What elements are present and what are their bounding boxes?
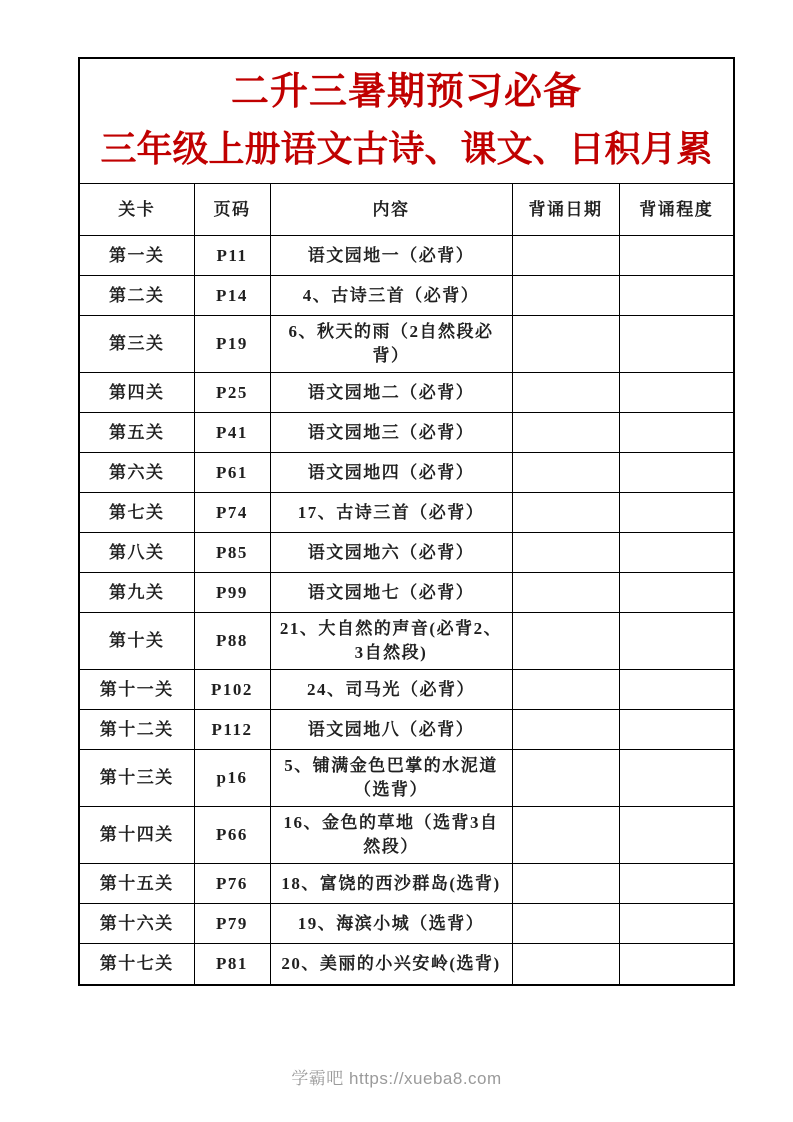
- content-cell: 24、司马光（必背）: [270, 670, 512, 710]
- date-cell: [512, 750, 619, 807]
- title-block: [80, 59, 733, 183]
- level-cell: 第十五关: [80, 864, 194, 904]
- content-cell: 语文园地二（必背）: [270, 373, 512, 413]
- degree-cell: [619, 944, 733, 984]
- level-cell: 第三关: [80, 316, 194, 373]
- date-cell: [512, 807, 619, 864]
- table-body: [80, 236, 733, 984]
- table-row: [80, 613, 733, 670]
- date-cell: [512, 904, 619, 944]
- date-cell: [512, 413, 619, 453]
- level-cell: 第五关: [80, 413, 194, 453]
- degree-cell: [619, 373, 733, 413]
- degree-cell: [619, 533, 733, 573]
- content-cell: 19、海滨小城（选背）: [270, 904, 512, 944]
- page-cell: P74: [194, 493, 270, 533]
- date-cell: [512, 276, 619, 316]
- page-cell: P76: [194, 864, 270, 904]
- header-cell-level: 关卡: [80, 184, 194, 236]
- page-cell: P66: [194, 807, 270, 864]
- level-cell: 第一关: [80, 236, 194, 276]
- table-row: [80, 453, 733, 493]
- level-cell: 第四关: [80, 373, 194, 413]
- table-row: [80, 373, 733, 413]
- header-cell-date: 背诵日期: [512, 184, 619, 236]
- page-cell: P61: [194, 453, 270, 493]
- table-row: [80, 276, 733, 316]
- table-row: [80, 493, 733, 533]
- table-row: [80, 944, 733, 984]
- date-cell: [512, 493, 619, 533]
- page-cell: P102: [194, 670, 270, 710]
- page-cell: P25: [194, 373, 270, 413]
- degree-cell: [619, 864, 733, 904]
- level-cell: 第八关: [80, 533, 194, 573]
- level-cell: 第十二关: [80, 710, 194, 750]
- degree-cell: [619, 276, 733, 316]
- level-cell: 第十七关: [80, 944, 194, 984]
- table-row: [80, 236, 733, 276]
- content-cell: 语文园地三（必背）: [270, 413, 512, 453]
- degree-cell: [619, 670, 733, 710]
- content-cell: 16、金色的草地（选背3自然段）: [270, 807, 512, 864]
- table-row: [80, 864, 733, 904]
- level-cell: 第二关: [80, 276, 194, 316]
- degree-cell: [619, 904, 733, 944]
- title-line-1: 二升三暑期预习必备: [230, 71, 582, 113]
- page-cell: P88: [194, 613, 270, 670]
- header-cell-degree: 背诵程度: [619, 184, 733, 236]
- title-line-2: 三年级上册语文古诗、课文、日积月累: [100, 128, 713, 169]
- table-row: [80, 750, 733, 807]
- content-cell: 语文园地八（必背）: [270, 710, 512, 750]
- date-cell: [512, 453, 619, 493]
- table-row: [80, 316, 733, 373]
- page-cell: P112: [194, 710, 270, 750]
- level-cell: 第十关: [80, 613, 194, 670]
- content-cell: 21、大自然的声音(必背2、3自然段): [270, 613, 512, 670]
- date-cell: [512, 373, 619, 413]
- degree-cell: [619, 613, 733, 670]
- date-cell: [512, 236, 619, 276]
- date-cell: [512, 573, 619, 613]
- recitation-table: [80, 183, 733, 984]
- table-row: [80, 573, 733, 613]
- date-cell: [512, 670, 619, 710]
- footer-credit: 学霸吧 https://xueba8.com: [291, 1069, 502, 1088]
- page-cell: p16: [194, 750, 270, 807]
- degree-cell: [619, 236, 733, 276]
- table-row: [80, 670, 733, 710]
- content-cell: 语文园地六（必背）: [270, 533, 512, 573]
- level-cell: 第十一关: [80, 670, 194, 710]
- content-cell: 语文园地四（必背）: [270, 453, 512, 493]
- content-cell: 17、古诗三首（必背）: [270, 493, 512, 533]
- page-cell: P14: [194, 276, 270, 316]
- date-cell: [512, 710, 619, 750]
- degree-cell: [619, 807, 733, 864]
- header-row: [80, 184, 733, 236]
- content-cell: 20、美丽的小兴安岭(选背): [270, 944, 512, 984]
- content-cell: 语文园地一（必背）: [270, 236, 512, 276]
- date-cell: [512, 316, 619, 373]
- degree-cell: [619, 573, 733, 613]
- worksheet: [78, 57, 735, 986]
- table-row: [80, 807, 733, 864]
- date-cell: [512, 533, 619, 573]
- page-cell: P41: [194, 413, 270, 453]
- page-cell: P79: [194, 904, 270, 944]
- header-cell-content: 内容: [270, 184, 512, 236]
- page-cell: P11: [194, 236, 270, 276]
- degree-cell: [619, 750, 733, 807]
- content-cell: 6、秋天的雨（2自然段必背）: [270, 316, 512, 373]
- degree-cell: [619, 453, 733, 493]
- table-row: [80, 533, 733, 573]
- level-cell: 第十四关: [80, 807, 194, 864]
- content-cell: 4、古诗三首（必背）: [270, 276, 512, 316]
- level-cell: 第九关: [80, 573, 194, 613]
- degree-cell: [619, 710, 733, 750]
- level-cell: 第十六关: [80, 904, 194, 944]
- degree-cell: [619, 493, 733, 533]
- level-cell: 第十三关: [80, 750, 194, 807]
- degree-cell: [619, 413, 733, 453]
- date-cell: [512, 864, 619, 904]
- page-cell: P19: [194, 316, 270, 373]
- content-cell: 18、富饶的西沙群岛(选背): [270, 864, 512, 904]
- date-cell: [512, 944, 619, 984]
- content-cell: 语文园地七（必背）: [270, 573, 512, 613]
- level-cell: 第六关: [80, 453, 194, 493]
- table-header: [80, 184, 733, 236]
- page-cell: P85: [194, 533, 270, 573]
- table-row: [80, 413, 733, 453]
- page-cell: P99: [194, 573, 270, 613]
- table-row: [80, 710, 733, 750]
- date-cell: [512, 613, 619, 670]
- degree-cell: [619, 316, 733, 373]
- content-cell: 5、铺满金色巴掌的水泥道（选背）: [270, 750, 512, 807]
- page-cell: P81: [194, 944, 270, 984]
- header-cell-page: 页码: [194, 184, 270, 236]
- table-row: [80, 904, 733, 944]
- level-cell: 第七关: [80, 493, 194, 533]
